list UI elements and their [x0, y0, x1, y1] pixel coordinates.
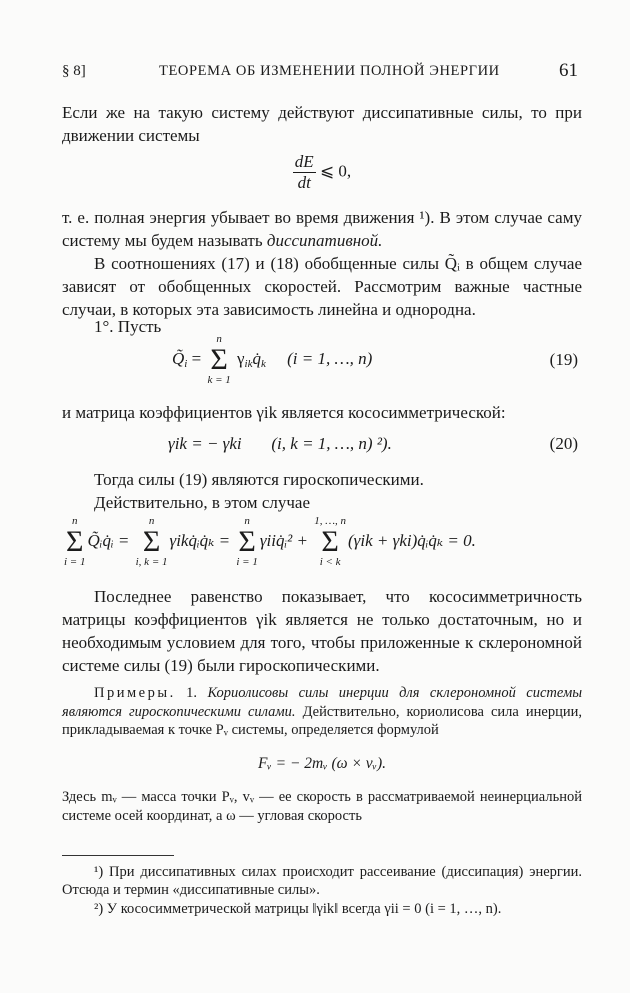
term-dissipative: диссипативной. — [266, 231, 383, 250]
sum-term-4: (γik + γki)q̇ᵢq̇ₖ = 0. — [348, 530, 476, 550]
footnote-1: ¹) При диссипативных силах происходит рассеивание (диссипация) энергии. Отсюда и термин «диссипативные силы». — [62, 864, 582, 898]
paragraph-gyroscopic: Тогда силы (19) являются гироскопическими. — [94, 470, 424, 489]
eq19-lhs-sub: i — [184, 357, 188, 370]
example-text: Действительно, кориолисова сила инерции, прикладываемая к точке Pᵥ системы, определяется формулой — [62, 703, 582, 738]
sum-term-3: γiiq̇ᵢ² + — [259, 530, 308, 550]
sum-symbol-1 — [64, 516, 85, 568]
fraction-numerator: dE — [294, 152, 314, 171]
equation-19 — [172, 334, 372, 386]
formula-coriolis-force — [62, 755, 582, 773]
sigma-glyph: Σ — [142, 525, 161, 558]
formula-energy-derivative — [62, 152, 582, 193]
sum-symbol — [207, 334, 230, 386]
paragraph-dissipative-intro: Если же на такую систему действуют диссипативные силы, то при движении системы — [62, 103, 582, 145]
eq19-gamma: γ — [237, 348, 245, 368]
section-number: § 8] — [62, 63, 86, 79]
example-lead: 1. — [186, 685, 208, 701]
paragraph-generalized-forces: В соотношениях (17) и (18) обобщенные силы Q̃ᵢ в общем случае зависят от обобщенных скоростей. Рассмотрим важные частные случаи, в которых эта зависимость линейна и однородна. — [62, 254, 582, 319]
equation-20 — [168, 434, 392, 454]
sum-symbol-3 — [236, 516, 257, 568]
sigma-glyph: Σ — [238, 525, 256, 558]
eq19-range: (i = 1, …, n) — [287, 348, 373, 368]
fraction-denominator: dt — [297, 173, 311, 192]
sum-lower-limit: k = 1 — [207, 374, 231, 386]
sum-4-lower: i < k — [319, 556, 341, 568]
fraction — [293, 152, 316, 193]
paragraph-conclusion: Последнее равенство показывает, что кососимметричность матрицы коэффициентов γik является не только достаточным, но и необходимым условием для того, чтобы приложенные к склерономной системе силы (19) были гироскопическими. — [62, 587, 582, 675]
eq19-gamma-sub: ik — [244, 357, 253, 370]
eq20-range: (i, k = 1, …, n) ²). — [271, 434, 392, 453]
sum-1-upper: n — [71, 515, 78, 527]
page-number: 61 — [559, 60, 578, 81]
sigma-glyph: Σ — [321, 525, 339, 558]
sum-3-lower: i = 1 — [236, 556, 258, 568]
sum-term-2: γikq̇ᵢq̇ₖ = — [169, 530, 231, 550]
eq19-equals: = — [191, 348, 202, 368]
footnote-divider — [62, 855, 174, 856]
sum-1-lower: i = 1 — [64, 556, 86, 568]
page-title: ТЕОРЕМА ОБ ИЗМЕНЕНИИ ПОЛНОЙ ЭНЕРГИИ — [159, 63, 500, 79]
paragraph-skew-symmetric: и матрица коэффициентов γik является кососимметрической: — [62, 403, 506, 422]
sum-upper-limit: n — [216, 333, 222, 345]
equation-power-sum — [62, 516, 476, 568]
example-title: Кориолисовы силы инерции для склерономной системы являются гироскопическими силами. — [62, 685, 583, 720]
eq19-qdot: q̇ — [252, 348, 261, 368]
sum-3-upper: n — [244, 515, 250, 527]
eq19-qdot-sub: k — [260, 357, 266, 370]
relation: ⩽ 0, — [319, 161, 352, 181]
sigma-glyph: Σ — [210, 343, 228, 376]
example-label: Примеры. — [94, 685, 176, 701]
force-expression: Fᵥ = − 2mᵥ (ω × vᵥ). — [257, 755, 387, 772]
paragraph-energy-decreases — [62, 206, 582, 252]
paragraph-text: т. е. полная энергия убывает во время движения ¹). В этом случае саму систему мы будем называть — [62, 208, 582, 250]
sum-symbol-2 — [136, 516, 168, 568]
example-coriolis — [62, 684, 582, 740]
case-1-label: 1°. Пусть — [94, 317, 162, 336]
sum-symbol-4 — [314, 516, 346, 568]
equation-number-20: (20) — [549, 434, 578, 453]
paragraph-indeed: Действительно, в этом случае — [94, 493, 310, 512]
sum-term-1: Q̃ᵢq̇ᵢ = — [87, 530, 130, 550]
running-header — [62, 60, 578, 82]
sum-2-lower: i, k = 1 — [135, 556, 168, 568]
sum-4-upper: 1, …, n — [314, 515, 347, 527]
eq20-expression: γik = − γki — [168, 434, 242, 453]
footnote-2: ²) У кососимметрической матрицы ‖γik‖ всегда γii = 0 (i = 1, …, n). — [94, 901, 502, 917]
eq19-lhs: Q̃ — [172, 348, 185, 368]
equation-number-19: (19) — [549, 350, 578, 369]
paragraph-notation: Здесь mᵥ — масса точки Pᵥ, vᵥ — ее скорость в рассматриваемой неинерциальной системе осей координат, а ω — угловая скорость — [62, 789, 582, 824]
sum-2-upper: n — [148, 515, 155, 527]
sigma-glyph: Σ — [66, 525, 84, 558]
